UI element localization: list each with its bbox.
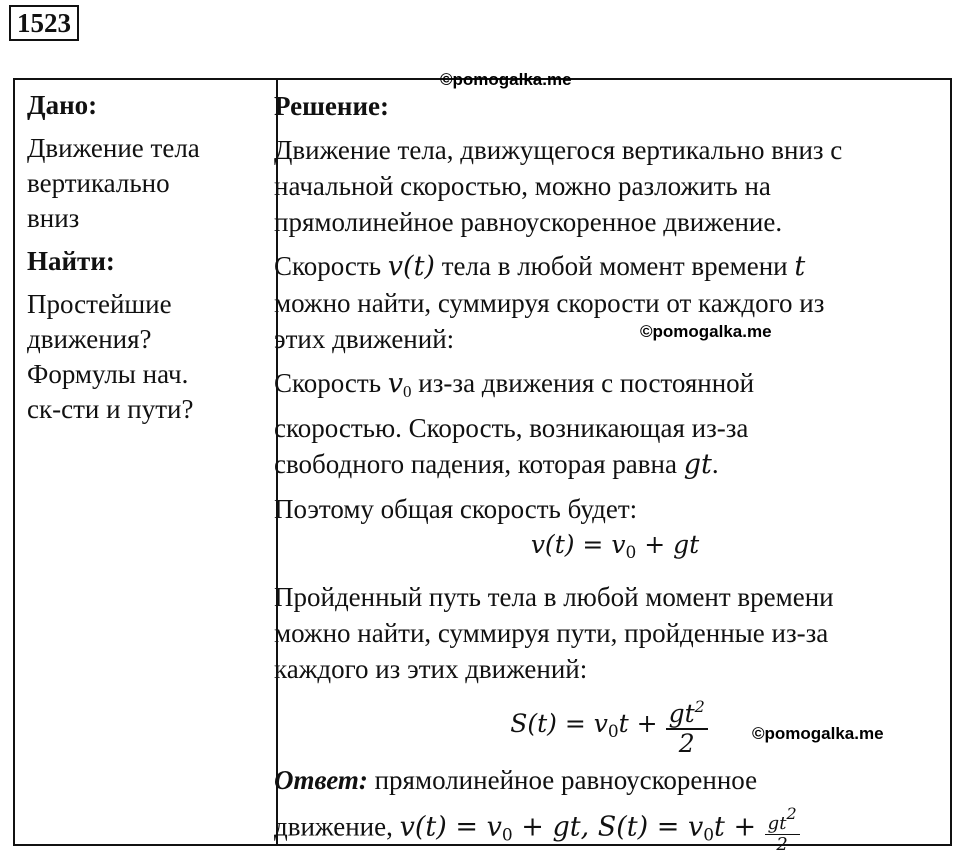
velocity-formula: $v(t) = v_0$ + gt — [530, 530, 700, 563]
paragraph-line: можно найти, суммируя скорости от каждого из — [274, 288, 825, 318]
watermark: ©pomogalka.me — [752, 724, 884, 743]
find-line: движения? — [27, 324, 152, 354]
paragraph-line: Скорость v(t) тела в любой момент времени t — [274, 251, 806, 282]
given-line: Движение тела — [27, 133, 200, 163]
paragraph-line: Поэтому общая скорость будет: — [274, 494, 638, 524]
find-line: Формулы нач. — [27, 359, 189, 389]
paragraph-line: Скорость $v_0$ из-за движения с постоянной — [274, 368, 755, 401]
paragraph-line: Пройденный путь тела в любой момент времени — [274, 582, 834, 612]
given-line: вниз — [27, 203, 80, 233]
paragraph-line: этих движений: — [274, 324, 455, 354]
given-heading: Дано: — [27, 90, 98, 120]
paragraph-line: прямолинейное равноускоренное движение. — [274, 207, 783, 237]
paragraph-line: свободного падения, которая равна gt. — [274, 449, 719, 480]
answer-line: движение, $v(t) = v_0$ + gt, $S(t) = v_0t$ + $\frac{gt2}{2}$ — [274, 804, 944, 855]
answer-label: Ответ: — [274, 765, 368, 795]
answer-line: Ответ: прямолинейное равноускоренное — [274, 765, 758, 795]
paragraph-line: можно найти, суммируя пути, пройденные из-за — [274, 618, 829, 648]
given-column — [27, 88, 263, 427]
paragraph-line: начальной скоростью, можно разложить на — [274, 171, 771, 201]
paragraph-line: скоростью. Скорость, возникающая из-за — [274, 413, 749, 443]
given-line: вертикально — [27, 168, 170, 198]
paragraph-line: каждого из этих движений: — [274, 654, 588, 684]
solution-heading: Решение: — [274, 91, 389, 121]
watermark: ©pomogalka.me — [640, 322, 772, 341]
find-line: Простейшие — [27, 289, 172, 319]
paragraph-line: Движение тела, движущегося вертикально вниз с — [274, 135, 843, 165]
fraction: $\frac{gt2}{2}$ — [765, 804, 800, 855]
task-number: 1523 — [9, 5, 79, 41]
distance-formula: $S(t) = v_0t$ + $\frac{gt^2}{2}$ — [274, 693, 944, 758]
find-heading: Найти: — [27, 246, 115, 276]
find-line: ск-сти и пути? — [27, 394, 194, 424]
fraction: $\frac{gt^2}{2}$ — [666, 693, 708, 758]
watermark: ©pomogalka.me — [440, 70, 572, 89]
